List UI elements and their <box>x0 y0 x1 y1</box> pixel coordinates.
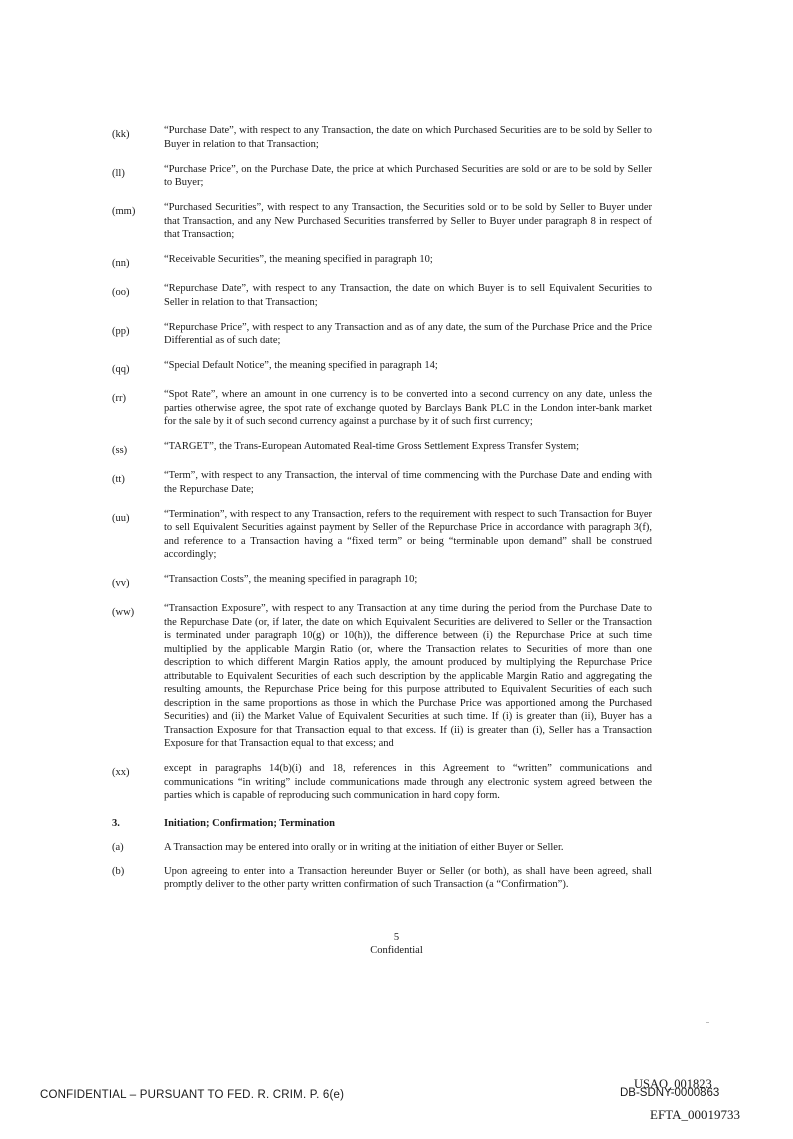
definition-item <box>112 124 652 151</box>
item-text: “Purchase Date”, with respect to any Transaction, the date on which Purchased Securities are to be sold by Seller to Buyer in relation to that Transaction; <box>164 125 652 150</box>
item-label: (b) <box>112 865 125 877</box>
definition-item <box>112 359 652 377</box>
definitions-list <box>112 124 652 902</box>
definition-item <box>112 321 652 348</box>
item-label: (pp) <box>112 325 130 337</box>
item-label: (uu) <box>112 512 130 524</box>
item-text: “Termination”, with respect to any Transaction, refers to the requirement with respect to such Transaction for Buyer to sell Equivalent Securities against payment by Seller of the Repurchase Price in accordance with paragraph 3(f), and reference to a Transaction having a “fixed term” or being “terminable upon demand” shall be construed accordingly; <box>164 508 652 560</box>
item-label: (kk) <box>112 129 130 140</box>
definition-item <box>112 602 652 751</box>
item-text: “TARGET”, the Trans-European Automated Real-time Gross Settlement Express Transfer System; <box>164 441 580 452</box>
section-number: 3. <box>112 817 120 829</box>
item-text: “Transaction Costs”, the meaning specified in paragraph 10; <box>164 574 418 585</box>
item-label: (ll) <box>112 167 125 179</box>
definition-item <box>112 282 652 309</box>
definition-item <box>112 762 652 803</box>
clause-item <box>112 841 652 855</box>
item-text: “Purchased Securities”, with respect to any Transaction, the Securities sold or to be sold by Seller to Buyer under that Transaction, and any New Purchased Securities transferred by Seller to Buyer under paragraph 8 in respect of that Transaction; <box>164 202 652 240</box>
legal-stamp: CONFIDENTIAL – PURSUANT TO FED. R. CRIM. P. 6(e) <box>40 1089 345 1101</box>
section-heading <box>112 817 652 831</box>
definition-item <box>112 469 652 496</box>
definition-item <box>112 253 652 271</box>
item-label: (mm) <box>112 206 136 217</box>
definition-item <box>112 440 652 458</box>
definition-item <box>112 163 652 190</box>
scan-mark <box>706 1022 709 1023</box>
definition-item <box>112 573 652 591</box>
item-text: except in paragraphs 14(b)(i) and 18, references in this Agreement to “written” communications and communications “in writing” include communications made through any electronic system agreed between the parties which is capable of reproducing such communication in hard copy form. <box>164 763 652 801</box>
item-text: “Special Default Notice”, the meaning specified in paragraph 14; <box>164 360 438 371</box>
definition-item <box>112 388 652 429</box>
page-number: 5 <box>393 932 400 943</box>
item-label: (nn) <box>112 258 130 269</box>
item-text: “Spot Rate”, where an amount in one currency is to be converted into a second currency on any date, unless the parties otherwise agree, the spot rate of exchange quoted by Barclays Bank PLC in the London inter-bank market for the sale by it of such second currency against a purchase by it of such first currency; <box>164 389 652 427</box>
item-text: “Purchase Price”, on the Purchase Date, the price at which Purchased Securities are sold or are to be sold by Seller to Buyer; <box>164 163 652 188</box>
item-label: (qq) <box>112 364 130 375</box>
definition-item <box>112 508 652 562</box>
item-label: (ww) <box>112 607 135 618</box>
usao-bates-stamp: USAO_001823 <box>634 1077 712 1091</box>
db-bates-stamp: DB-SDNY-0000863 <box>620 1087 720 1099</box>
item-text: “Repurchase Date”, with respect to any Transaction, the date on which Buyer is to sell Equivalent Securities to Seller in relation to that Transaction; <box>164 283 652 308</box>
item-text: “Receivable Securities”, the meaning specified in paragraph 10; <box>164 254 433 265</box>
item-label: (xx) <box>112 767 130 778</box>
item-label: (ss) <box>112 445 128 456</box>
item-label: (oo) <box>112 287 130 298</box>
confidential-footer: Confidential <box>370 945 423 956</box>
efta-bates-stamp: EFTA_00019733 <box>650 1107 740 1122</box>
item-text: “Transaction Exposure”, with respect to any Transaction at any time during the period from the Purchase Date to the Repurchase Date (or, if later, the date on which Equivalent Securities are delivered to Seller or the Transaction is terminated under paragraph 10(g) or 10(h)), the difference between (i) the Repurchase Price at such time multiplied by the applicable Margin Ratio (or, where the Transaction relates to Securities of more than one description to which different Margin Ratios apply, the amount produced by multiplying the Repurchase Price attributable to Equivalent Securities of each such description by the applicable Margin Ratio and aggregating the resulting amounts, the Repurchase Price being for this purpose attributed to Equivalent Securities of each such description in the same proportions as those in which the Purchase Price was apportioned among the Purchased Securities) and (ii) the Market Value of Equivalent Securities at such time. If (i) is greater than (ii), Buyer has a Transaction Exposure for that Transaction equal to that excess. If (ii) is greater than (i), Seller has a Transaction Exposure for that Transaction equal to that excess; and <box>164 603 652 749</box>
item-label: (rr) <box>112 393 126 404</box>
clause-item <box>112 865 652 892</box>
item-label: (vv) <box>112 578 130 589</box>
item-label: (a) <box>112 842 124 853</box>
section-title: Initiation; Confirmation; Termination <box>164 817 335 829</box>
item-text: Upon agreeing to enter into a Transaction hereunder Buyer or Seller (or both), as shall have been agreed, shall promptly deliver to the other party written confirmation of such Transaction (a “Confirmation”). <box>164 865 652 890</box>
definition-item <box>112 201 652 242</box>
item-label: (tt) <box>112 474 125 485</box>
item-text: “Repurchase Price”, with respect to any Transaction and as of any date, the sum of the Purchase Price and the Price Differential as of such date; <box>164 321 652 346</box>
item-text: “Term”, with respect to any Transaction, the interval of time commencing with the Purchase Date and ending with the Repurchase Date; <box>164 470 652 495</box>
item-text: A Transaction may be entered into orally or in writing at the initiation of either Buyer or Seller. <box>164 842 564 853</box>
